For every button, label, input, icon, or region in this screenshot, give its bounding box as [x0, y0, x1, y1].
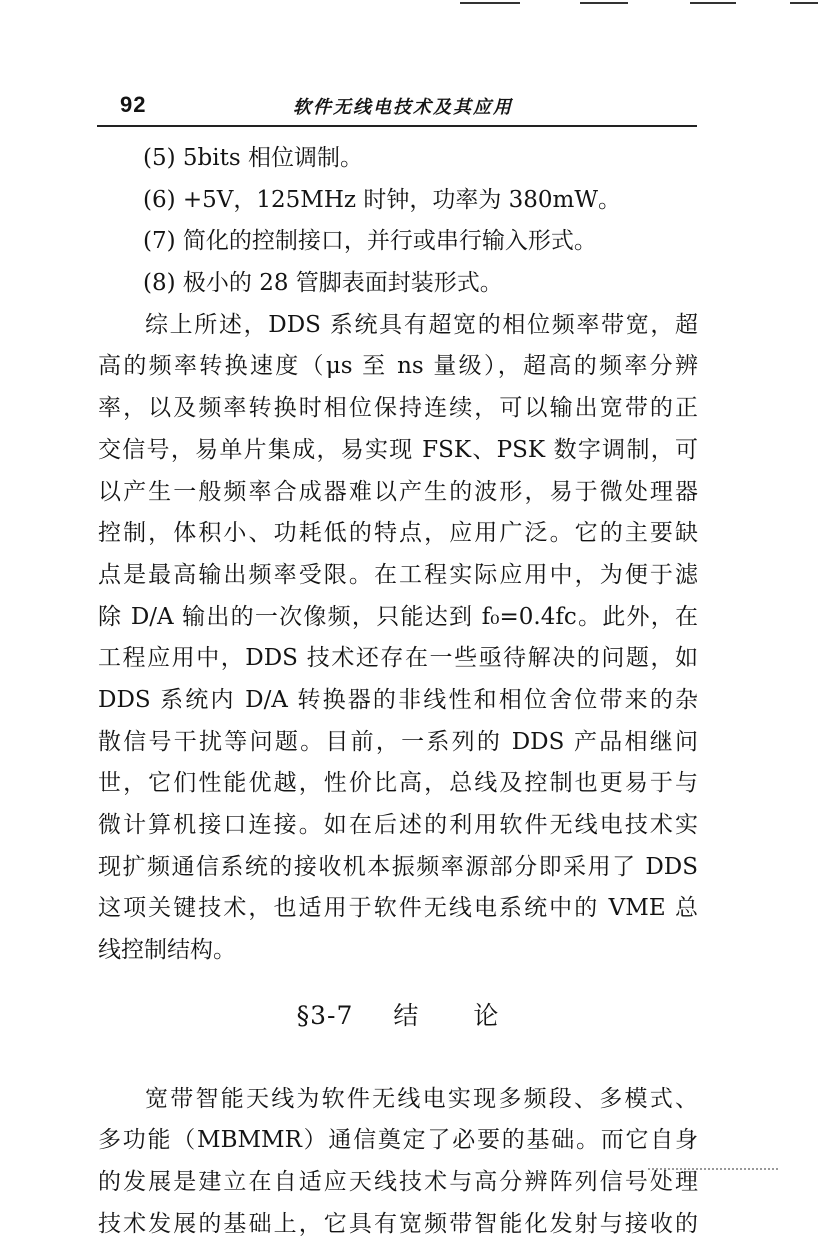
- scan-edge-marks: [0, 0, 818, 8]
- page-body: [98, 138, 698, 1246]
- header-rule: [97, 125, 697, 127]
- paragraph-line: 率，以及频率转换时相位保持连续，可以输出宽带的正: [98, 395, 698, 422]
- section-number: §3-7: [296, 1000, 354, 1030]
- list-item: (7) 简化的控制接口，并行或串行输入形式。: [143, 228, 597, 255]
- paragraph-line: 这项关键技术，也适用于软件无线电系统中的 VME 总: [98, 895, 698, 922]
- paragraph-line: 控制，体积小、功耗低的特点，应用广泛。它的主要缺: [98, 520, 698, 547]
- list-item: (5) 5bits 相位调制。: [143, 145, 363, 171]
- section-title-char: 结: [393, 1000, 420, 1030]
- paragraph-line: 微计算机接口连接。如在后述的利用软件无线电技术实: [98, 812, 698, 838]
- list-item: (6) +5V，125MHz 时钟，功率为 380mW。: [143, 186, 622, 213]
- running-head: 软件无线电技术及其应用: [293, 97, 513, 118]
- feature-list: [98, 138, 698, 305]
- paragraph-line: 工程应用中，DDS 技术还存在一些亟待解决的问题，如: [98, 645, 698, 672]
- list-item: (8) 极小的 28 管脚表面封装形式。: [143, 270, 503, 297]
- paragraph-line: 技术发展的基础上，它具有宽频带智能化发射与接收的: [98, 1210, 698, 1237]
- paragraph-line: 高的频率转换速度（μs 至 ns 量级），超高的频率分辨: [98, 353, 698, 380]
- section-heading: [98, 972, 698, 1059]
- paragraph-line: 点是最高输出频率受限。在工程实际应用中，为便于滤: [98, 561, 698, 588]
- conclusion-paragraph: [98, 1079, 698, 1246]
- paragraph-line: 线控制结构。: [98, 937, 236, 964]
- paragraph-line: 现扩频通信系统的接收机本振频率源部分即采用了 DDS: [98, 853, 698, 880]
- page-header: [98, 88, 698, 122]
- paragraph-line: DDS 系统内 D/A 转换器的非线性和相位舍位带来的杂: [98, 686, 698, 713]
- paragraph-line: 除 D/A 输出的一次像频，只能达到 f₀=0.4fc。此外，在: [98, 603, 698, 630]
- paragraph-line: 散信号干扰等问题。目前，一系列的 DDS 产品相继问: [98, 728, 698, 755]
- paragraph-line: 宽带智能天线为软件无线电实现多频段、多模式、: [145, 1085, 698, 1112]
- paragraph-line: 交信号，易单片集成，易实现 FSK、PSK 数字调制，可: [98, 436, 698, 463]
- page-number: 92: [120, 92, 147, 117]
- scan-edge-marks: [648, 1168, 778, 1176]
- paragraph-line: 以产生一般频率合成器难以产生的波形，易于微处理器: [98, 478, 698, 505]
- summary-paragraph: [98, 305, 698, 972]
- paragraph-line: 世，它们性能优越，性价比高，总线及控制也更易于与: [98, 770, 698, 797]
- paragraph-line: 多功能（MBMMR）通信奠定了必要的基础。而它自身: [98, 1127, 698, 1154]
- paragraph-line: 的发展是建立在自适应天线技术与高分辨阵列信号处理: [98, 1169, 698, 1196]
- section-title-char: 论: [473, 1000, 500, 1030]
- paragraph-line: 综上所述，DDS 系统具有超宽的相位频率带宽，超: [145, 311, 698, 338]
